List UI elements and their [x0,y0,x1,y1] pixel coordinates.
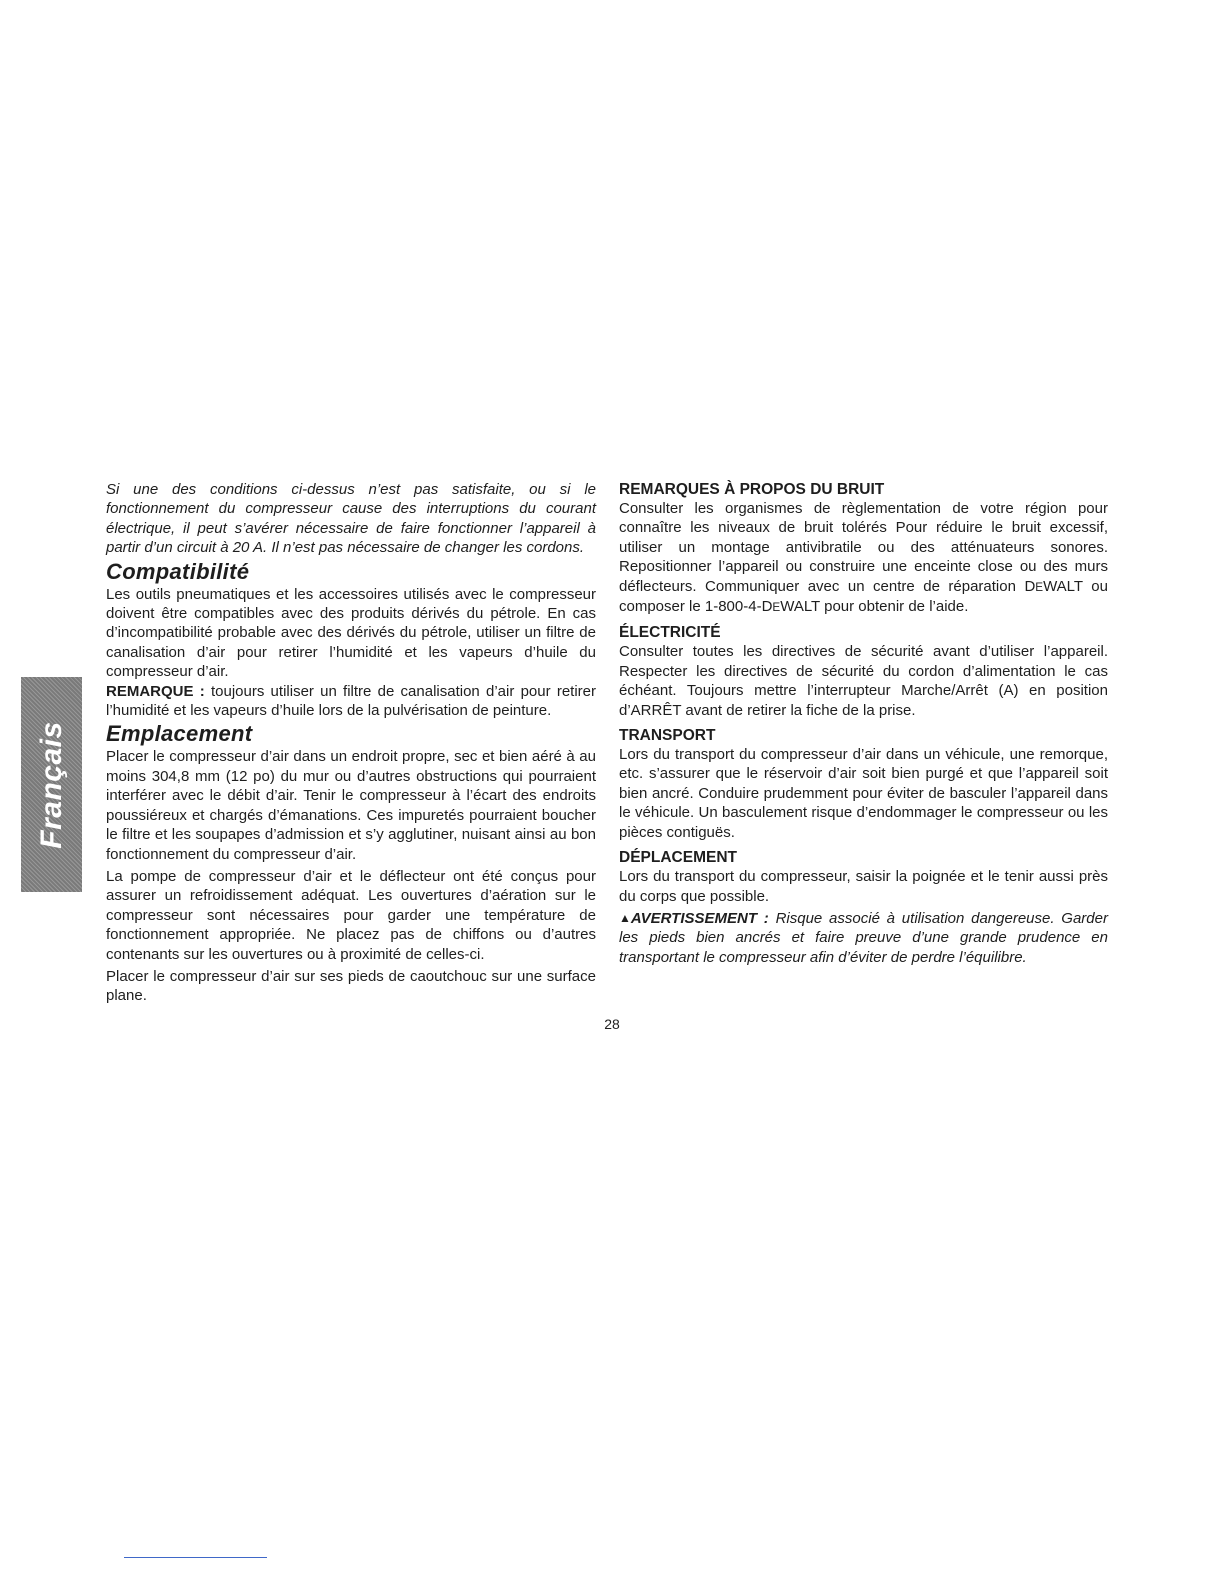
location-heading: Emplacement [106,721,253,747]
left-column [106,480,596,1006]
warning-triangle-icon: ▲ [619,910,631,925]
compatibility-heading: Compatibilité [106,558,250,584]
moving-paragraph: Lors du transport du compresseur, saisir la poignée et le tenir aussi près du corps que possible. [619,868,1108,905]
location-paragraph-2: La pompe de compresseur d’air et le déflecteur ont été conçus pour assurer un refroidissement adéquat. Les ouvertures d’aération sur le compresseur sont nécessaires pour garder une température de fonctionnement appropriée. Ne placez pas de chiffons ou d’autres contenants sur les ouvertures ou à proximité de celles-ci. [106,867,596,963]
warning-block [619,909,1108,967]
location-paragraph-3: Placer le compresseur d’air sur ses pieds de caoutchouc sur une surface plane. [106,967,596,1005]
compatibility-note [106,682,596,721]
noise-heading: REMARQUES À PROPOS DU BRUIT [619,481,885,498]
note-text: toujours utiliser un filtre de canalisation d’air pour retirer l’humidité et les vapeurs d’huile lors de la pulvérisation de peinture. [106,682,596,720]
noise-text-b: ou composer le 1-800-4- [619,577,1108,616]
language-tab-label: Français [34,720,68,849]
brand-name-phone: DEWALT [761,598,820,616]
warning-label: AVERTISSEMENT : [630,909,769,927]
warning-text: Risque associé à utilisation dangereuse. Garder les pieds bien ancrés et faire preuve d’une grande prudence en transportant le compresseur afin d’éviter de perdre l’équilibre. [619,909,1108,966]
right-column [619,480,1108,967]
noise-text-c: pour obtenir de l’aide. [819,598,969,616]
transport-paragraph: Lors du transport du compresseur d’air dans un véhicule, une remorque, etc. s’assurer que le réservoir d’air soit bien purgé et que l’appareil soit bien ancré. Conduire prudemment pour éviter de basculer l’appareil dans le véhicule. Un basculement risque d’endommager le compresseur ou les pièces contiguës. [619,746,1108,841]
electricity-heading: ÉLECTRICITÉ [619,624,721,642]
noise-text-a: Consulter les organismes de règlementation de votre région pour connaître les niveaux de bruit tolérés Pour réduire le bruit excessif, utiliser un montage antivibratile ou des atténuateurs sonores. Repositionner l’appareil ou construire une enceinte close ou des murs déflecteurs. Communiquer avec un centre de réparation [619,500,1108,595]
note-label: REMARQUE : [106,682,205,700]
language-side-tab [21,677,82,892]
footer-rule [124,1557,267,1558]
page-number: 28 [604,1016,620,1032]
transport-heading: TRANSPORT [619,727,716,745]
electricity-paragraph: Consulter toutes les directives de sécurité avant d’utiliser l’appareil. Respecter les directives de sécurité du cordon d’alimentation le cas échéant. Toujours mettre l’interrupteur Marche/Arrêt (A) en position d’ARRÊT avant de retirer la fiche de la prise. [619,643,1108,719]
location-paragraph-1: Placer le compresseur d’air dans un endroit propre, sec et bien aéré à au moins 304,8 mm (12 po) du mur ou d’autres obstructions qui pourraient interférer avec le débit d’air. Tenir le compresseur à l’écart des endroits poussiéreux et chargés d’émanations. Ces impuretés pourraient boucher le filtre et les soupapes d’admission et s’y agglutiner, nuisant ainsi au bon fonctionnement du compresseur d’air. [106,748,596,863]
moving-heading: DÉPLACEMENT [619,849,737,867]
circuit-note-italic: Si une des conditions ci-dessus n’est pas satisfaite, ou si le fonctionnement du compresseur cause des interruptions du courant électrique, il peut s’avérer nécessaire de faire fonctionner l’appareil à partir d’un circuit à 20 A. Il n’est pas nécessaire de changer les cordons. [106,481,596,557]
noise-paragraph [619,499,1108,617]
brand-name: DEWALT [1024,577,1083,595]
compatibility-paragraph: Les outils pneumatiques et les accessoires utilisés avec le compresseur doivent être compatibles avec des produits dérivés du pétrole. En cas d’incompatibilité probable avec des dérivés du pétrole, utiliser un filtre de canalisation d’air pour retirer l’humidité et les vapeurs d’huile du compresseur d’air. [106,585,596,681]
